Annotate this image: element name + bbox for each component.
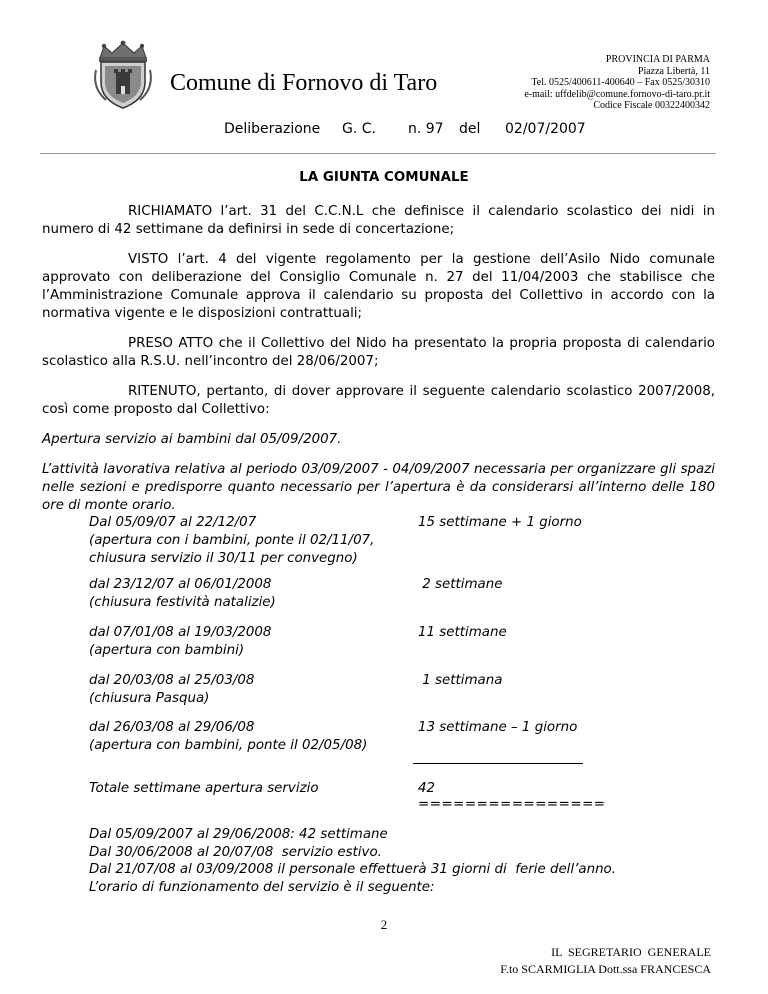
period-line: (apertura con bambini) bbox=[89, 643, 245, 658]
contact-phone-fax: Tel. 0525/400611-400640 – Fax 0525/30310 bbox=[531, 77, 710, 88]
schedule-period-5 bbox=[89, 719, 367, 755]
deliberation-del: del bbox=[459, 121, 481, 137]
paragraph-text: RITENUTO, pertanto, di dover approvare il seguente calendario scolastico 2007/2008, così come proposto dal Collettivo: bbox=[42, 384, 715, 417]
totale-label: Totale settimane apertura servizio bbox=[89, 781, 319, 796]
deliberation-organ: G. C. bbox=[342, 121, 376, 137]
deliberation-label: Deliberazione bbox=[224, 121, 321, 137]
attivita-paragraph: L’attività lavorativa relativa al periodo 03/09/2007 - 04/09/2007 necessaria per organizzare gli spazi nelle sezioni e predisporre quanto necessario per l’apertura è da considerarsi all’interno delle 180 ore di monte orario. bbox=[42, 462, 715, 513]
period-line: (apertura con bambini, ponte il 02/05/08) bbox=[89, 738, 368, 753]
note-line: Dal 05/09/2007 al 29/06/2008: 42 settimane bbox=[89, 827, 388, 842]
period-line: Dal 05/09/07 al 22/12/07 bbox=[89, 515, 257, 530]
totale-double-rule: ================ bbox=[418, 797, 606, 812]
totale-value: 42 bbox=[418, 781, 436, 796]
period-line: (chiusura Pasqua) bbox=[89, 691, 210, 706]
signature-block bbox=[500, 944, 711, 978]
note-line: L’orario di funzionamento del servizio è il seguente: bbox=[89, 879, 435, 895]
schedule-period-2 bbox=[89, 576, 276, 612]
paragraph-visto bbox=[42, 251, 715, 323]
contact-email: e-mail: uffdelib@comune.fornovo-di-taro.pr.it bbox=[524, 88, 710, 100]
contact-block bbox=[524, 54, 710, 112]
schedule-duration-4: 1 settimana bbox=[418, 673, 503, 688]
paragraph-text: PRESO ATTO che il Collettivo del Nido ha presentato la propria proposta di calendario scolastico alla R.S.U. nell’incontro del 28/06/2007; bbox=[42, 336, 715, 369]
note-line: Dal 21/07/08 al 03/09/2008 il personale effettuerà 31 giorni di ferie dell’anno. bbox=[89, 862, 617, 877]
contact-province: PROVINCIA DI PARMA bbox=[605, 54, 710, 65]
schedule-duration-5: 13 settimane – 1 giorno bbox=[418, 720, 578, 735]
period-line: dal 23/12/07 al 06/01/2008 bbox=[89, 577, 272, 592]
note-line: Dal 30/06/2008 al 20/07/08 servizio estivo. bbox=[89, 844, 382, 860]
paragraph-text: VISTO l’art. 4 del vigente regolamento per la gestione dell’Asilo Nido comunale approvato con deliberazione del Consiglio Comunale n. 27 del 11/04/2003 che stabilisce che l’Amministrazione Comunale approva il calendario su proposta del Collettivo in accordo con la normativa vigente e le disposizioni contrattuali; bbox=[42, 252, 715, 321]
apertura-line: Apertura servizio ai bambini dal 05/09/2007. bbox=[42, 432, 342, 447]
deliberation-number: n. 97 bbox=[408, 121, 444, 137]
signature-role: IL SEGRETARIO GENERALE bbox=[551, 945, 711, 959]
contact-fiscal-code: Codice Fiscale 00322400342 bbox=[593, 100, 710, 111]
footer-notes bbox=[89, 826, 616, 896]
schedule-duration-1: 15 settimane + 1 giorno bbox=[418, 515, 582, 530]
period-line: (apertura con i bambini, ponte il 02/11/07, bbox=[89, 533, 375, 548]
sum-underline bbox=[413, 763, 583, 764]
paragraph-richiamato bbox=[42, 203, 715, 239]
comune-name: Comune di Fornovo di Taro bbox=[170, 70, 438, 96]
header-divider bbox=[40, 153, 716, 154]
paragraph-text: RICHIAMATO l’art. 31 del C.C.N.L che definisce il calendario scolastico dei nidi in numero di 42 settimane da definirsi in sede di concertazione; bbox=[42, 204, 715, 237]
period-line: (chiusura festività natalizie) bbox=[89, 595, 276, 610]
document-title: LA GIUNTA COMUNALE bbox=[299, 170, 469, 185]
schedule-period-4 bbox=[89, 672, 254, 708]
period-line: dal 20/03/08 al 25/03/08 bbox=[89, 673, 255, 688]
period-line: chiusura servizio il 30/11 per convegno) bbox=[89, 551, 358, 566]
contact-address: Piazza Libertà, 11 bbox=[637, 65, 710, 77]
municipal-crest-logo bbox=[92, 40, 154, 110]
paragraph-ritenuto bbox=[42, 383, 715, 419]
signature-name: F.to SCARMIGLIA Dott.ssa FRANCESCA bbox=[500, 962, 711, 976]
schedule-duration-3: 11 settimane bbox=[418, 625, 507, 640]
period-line: dal 07/01/08 al 19/03/2008 bbox=[89, 625, 272, 640]
schedule-period-3 bbox=[89, 624, 271, 660]
deliberation-date: 02/07/2007 bbox=[505, 121, 586, 137]
page-number: 2 bbox=[380, 917, 388, 932]
schedule-period-1 bbox=[89, 514, 374, 568]
schedule-duration-2: 2 settimane bbox=[418, 577, 503, 592]
paragraph-preso-atto bbox=[42, 335, 715, 371]
period-line: dal 26/03/08 al 29/06/08 bbox=[89, 720, 255, 735]
